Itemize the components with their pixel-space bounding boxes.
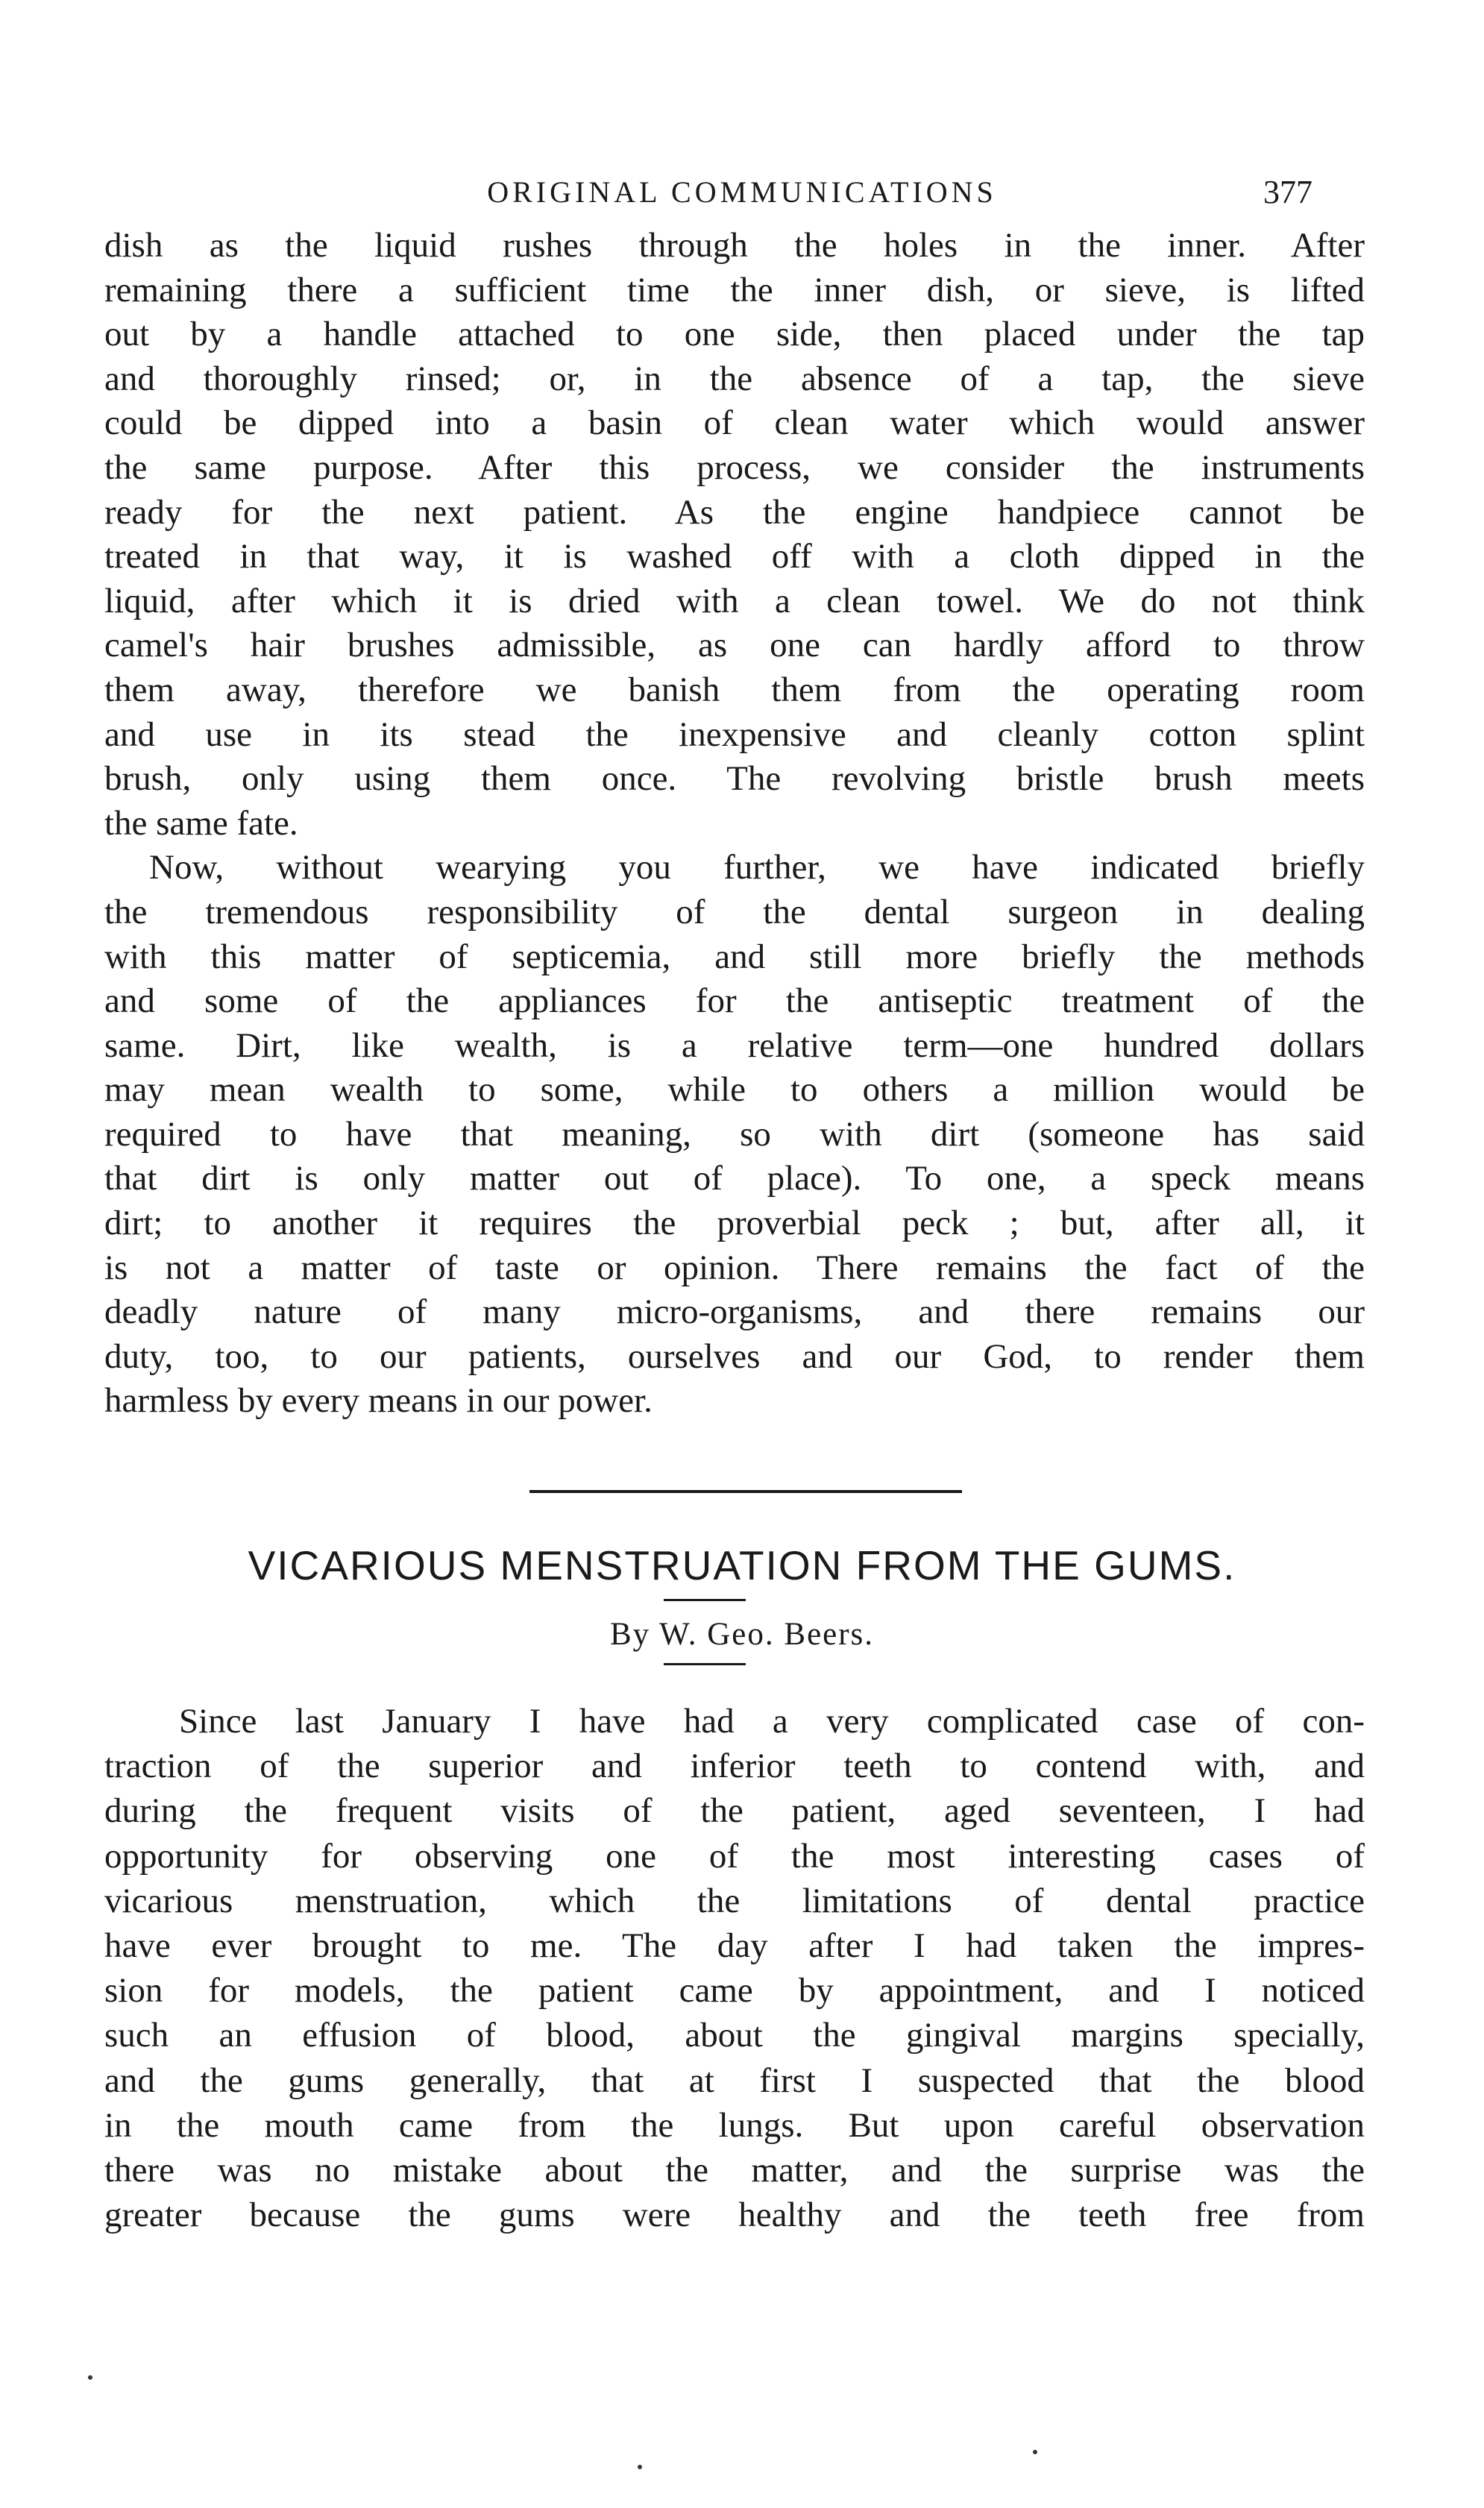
text-line: harmless by every means in our power.	[104, 1381, 653, 1421]
page-number: 377	[1263, 174, 1312, 210]
text-line: same. Dirt, like wealth, is a relative term—one hundred dollars	[104, 1025, 1365, 1065]
text-line: opportunity for observing one of the most interesting cases of	[104, 1836, 1365, 1876]
text-line: Now, without wearying you further, we have indicated briefly	[149, 848, 1365, 887]
text-line: with this matter of septicemia, and still more briefly the methods	[104, 937, 1365, 976]
text-line: duty, too, to our patients, ourselves and our God, to render them	[104, 1336, 1365, 1376]
text-line: traction of the superior and inferior teeth to contend with, and	[104, 1747, 1365, 1786]
text-line: and some of the appliances for the antiseptic treatment of the	[104, 981, 1365, 1021]
text-line: and thoroughly rinsed; or, in the absence of a tap, the sieve	[104, 359, 1365, 398]
byline-underline-rule	[664, 1663, 746, 1665]
stray-mark	[1033, 2450, 1037, 2454]
text-line: Since last January I have had a very complicated case of con-	[179, 1702, 1365, 1741]
text-line: and the gums generally, that at first I suspected that the blood	[104, 2061, 1365, 2100]
text-line: greater because the gums were healthy and the teeth free from	[104, 2196, 1365, 2235]
text-line: ready for the next patient. As the engine handpiece cannot be	[104, 492, 1365, 532]
running-head	[0, 170, 1484, 215]
text-line: out by a handle attached to one side, then placed under the tap	[104, 315, 1365, 354]
text-line: the tremendous responsibility of the dental surgeon in dealing	[104, 892, 1365, 931]
stray-mark	[638, 2465, 642, 2469]
text-line: camel's hair brushes admissible, as one can hardly afford to throw	[104, 626, 1365, 665]
text-line: liquid, after which it is dried with a clean towel. We do not think	[104, 581, 1365, 620]
text-line: dish as the liquid rushes through the holes in the inner. After	[104, 226, 1365, 265]
text-line: during the frequent visits of the patient, aged seventeen, I had	[104, 1791, 1365, 1831]
stray-mark	[88, 2375, 92, 2380]
text-line: such an effusion of blood, about the gingival margins specially,	[104, 2016, 1365, 2055]
text-line: the same purpose. After this process, we consider the instruments	[104, 447, 1365, 487]
text-line: brush, only using them once. The revolving bristle brush meets	[104, 759, 1365, 799]
text-line: could be dipped into a basin of clean water which would answer	[104, 403, 1365, 443]
running-title: ORIGINAL COMMUNICATIONS	[487, 175, 997, 209]
text-line: and use in its stead the inexpensive and cleanly cotton splint	[104, 714, 1365, 754]
text-line: deadly nature of many micro-organisms, and there remains our	[104, 1292, 1365, 1332]
text-line: remaining there a sufficient time the inner dish, or sieve, is lifted	[104, 270, 1365, 309]
text-line: dirt; to another it requires the proverbial peck ; but, after all, it	[104, 1204, 1365, 1243]
text-line: that dirt is only matter out of place). To one, a speck means	[104, 1159, 1365, 1198]
text-line: them away, therefore we banish them from the operating room	[104, 670, 1365, 709]
article-title: VICARIOUS MENSTRUATION FROM THE GUMS.	[248, 1542, 1236, 1588]
text-line: have ever brought to me. The day after I had taken the impres-	[104, 1926, 1365, 1966]
text-line: the same fate.	[104, 803, 298, 843]
text-line: treated in that way, it is washed off with a cloth dipped in the	[104, 537, 1365, 576]
text-line: sion for models, the patient came by appointment, and I noticed	[104, 1971, 1365, 2011]
title-underline-rule	[664, 1599, 746, 1601]
article-body-continued	[104, 224, 1365, 1424]
text-line: in the mouth came from the lungs. But upon careful observation	[104, 2105, 1365, 2145]
text-line: there was no mistake about the matter, and the surprise was the	[104, 2151, 1365, 2190]
text-line: required to have that meaning, so with dirt (someone has said	[104, 1114, 1365, 1154]
section-separator-rule	[529, 1490, 962, 1493]
article-body	[104, 1699, 1365, 2237]
text-line: vicarious menstruation, which the limitations of dental practice	[104, 1881, 1365, 1920]
byline: By W. Geo. Beers.	[609, 1617, 875, 1652]
text-line: is not a matter of taste or opinion. There remains the fact of the	[104, 1248, 1365, 1287]
text-line: may mean wealth to some, while to others a million would be	[104, 1070, 1365, 1110]
